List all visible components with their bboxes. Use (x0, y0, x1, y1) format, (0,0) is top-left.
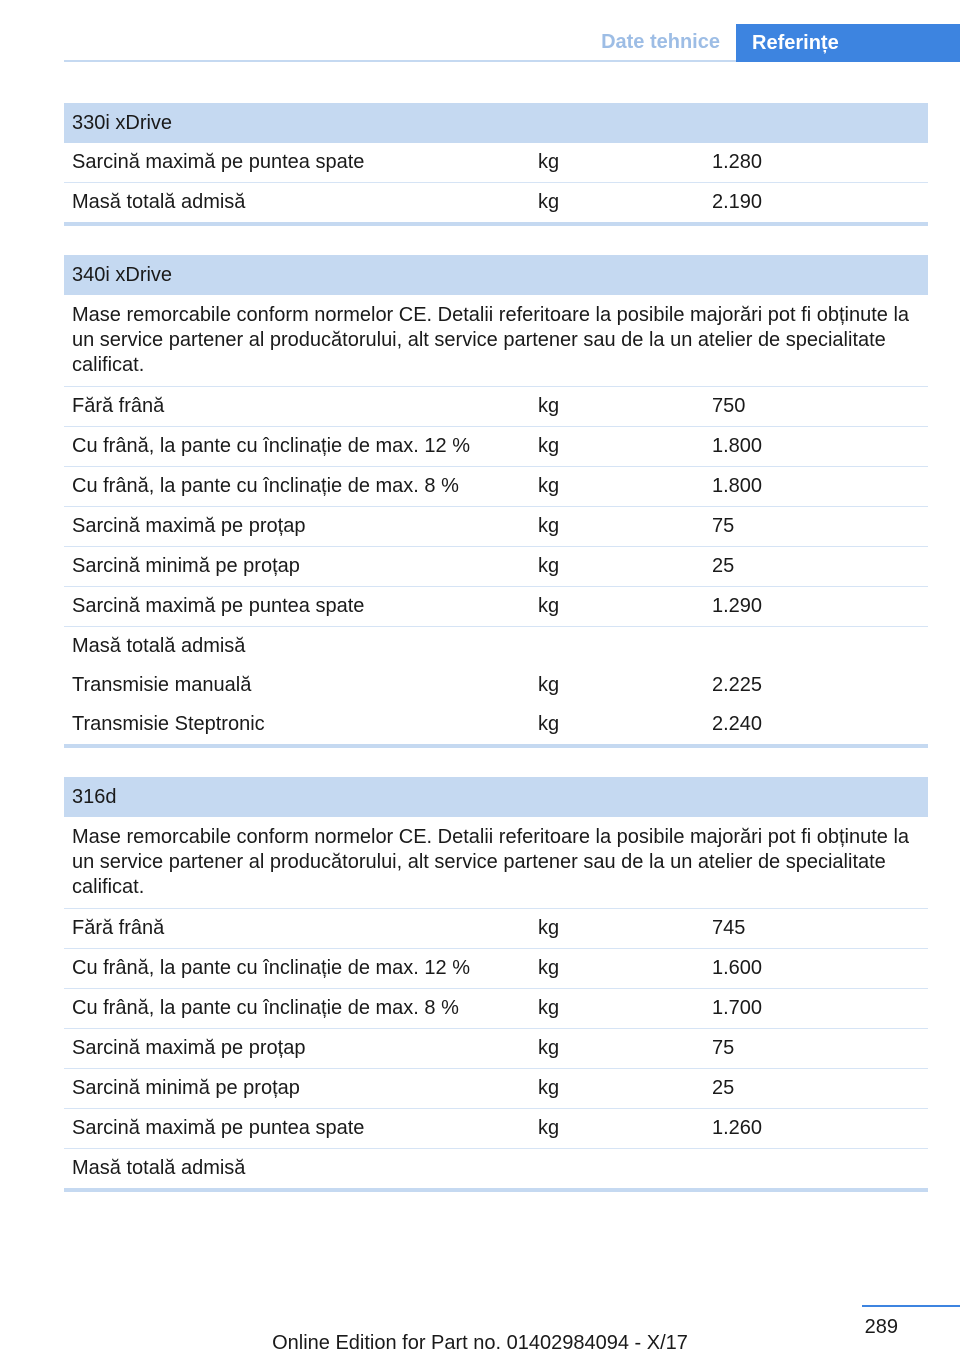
table-row (64, 467, 928, 507)
row-unit: kg (538, 917, 560, 939)
row-unit: kg (538, 395, 560, 417)
table-row (64, 587, 928, 627)
row-unit: kg (538, 674, 560, 696)
row-label: Sarcină minimă pe proțap (72, 555, 300, 577)
table-row (64, 1149, 928, 1188)
table-316d (64, 777, 928, 1192)
row-unit: kg (538, 191, 560, 213)
row-unit: kg (538, 1077, 560, 1099)
table-note: Mase remorcabile conform normelor CE. Detalii referitoare la posibile majorări pot fi obținute la un service partener al producătorului, alt service partener sau de la un atelier de specialitate calificat. (64, 295, 928, 387)
row-unit: kg (538, 475, 560, 497)
table-end-rule (64, 1188, 928, 1192)
row-value: 25 (712, 1077, 735, 1099)
row-label: Sarcină maximă pe puntea spate (72, 151, 365, 173)
row-value: 1.260 (712, 1117, 763, 1139)
table-row (64, 705, 928, 744)
row-label: Sarcină maximă pe puntea spate (72, 595, 365, 617)
row-value: 75 (712, 515, 735, 537)
row-value: 75 (712, 1037, 735, 1059)
table-end-rule (64, 744, 928, 748)
row-value: 2.190 (712, 191, 763, 213)
row-value: 1.280 (712, 151, 763, 173)
row-value: 1.800 (712, 435, 763, 457)
row-label: Cu frână, la pante cu înclinație de max. 12 % (72, 957, 471, 979)
table-row (64, 507, 928, 547)
row-label: Cu frână, la pante cu înclinație de max. 8 % (72, 997, 459, 1019)
row-label: Sarcină maximă pe puntea spate (72, 1117, 365, 1139)
row-label: Fără frână (72, 917, 165, 939)
table-row (64, 949, 928, 989)
row-label: Transmisie manuală (72, 674, 252, 696)
row-unit: kg (538, 555, 560, 577)
table-340i-xdrive (64, 255, 928, 748)
table-row (64, 1109, 928, 1149)
table-330i-xdrive (64, 103, 928, 226)
row-unit: kg (538, 1037, 560, 1059)
row-value: 25 (712, 555, 735, 577)
table-title: 330i xDrive (64, 103, 928, 143)
edition-footer: Online Edition for Part no. 01402984094 - X/17 (272, 1332, 688, 1354)
table-row (64, 1069, 928, 1109)
row-unit: kg (538, 595, 560, 617)
row-unit: kg (538, 1117, 560, 1139)
row-value: 1.700 (712, 997, 763, 1019)
table-row (64, 989, 928, 1029)
table-row (64, 143, 928, 183)
table-end-rule (64, 222, 928, 226)
tab-referinte[interactable]: Referințe (736, 24, 960, 62)
table-row (64, 1029, 928, 1069)
table-title: 340i xDrive (64, 255, 928, 295)
row-unit: kg (538, 151, 560, 173)
row-label: Masă totală admisă (72, 191, 246, 213)
table-title: 316d (64, 777, 928, 817)
row-label: Fără frână (72, 395, 165, 417)
row-value: 1.800 (712, 475, 763, 497)
row-value: 1.290 (712, 595, 763, 617)
page-number: 289 (864, 1316, 898, 1338)
row-value: 2.240 (712, 713, 763, 735)
table-row (64, 909, 928, 949)
table-row (64, 427, 928, 467)
table-row (64, 183, 928, 222)
page-header (64, 0, 960, 62)
table-row (64, 387, 928, 427)
row-label: Sarcină maximă pe proțap (72, 515, 306, 537)
table-row (64, 627, 928, 666)
row-unit: kg (538, 515, 560, 537)
row-value: 745 (712, 917, 746, 939)
row-unit: kg (538, 997, 560, 1019)
row-unit: kg (538, 713, 560, 735)
table-note: Mase remorcabile conform normelor CE. Detalii referitoare la posibile majorări pot fi obținute la un service partener al producătorului, alt service partener sau de la un atelier de specialitate calificat. (64, 817, 928, 909)
row-value: 1.600 (712, 957, 763, 979)
row-label: Transmisie Steptronic (72, 713, 265, 735)
tab-date-tehnice[interactable]: Date tehnice (601, 31, 720, 53)
row-value: 2.225 (712, 674, 763, 696)
row-label: Cu frână, la pante cu înclinație de max. 8 % (72, 475, 459, 497)
table-row (64, 547, 928, 587)
row-label: Sarcină maximă pe proțap (72, 1037, 306, 1059)
row-label: Sarcină minimă pe proțap (72, 1077, 300, 1099)
footer-rule (862, 1305, 960, 1307)
row-label: Masă totală admisă (72, 635, 246, 657)
row-unit: kg (538, 957, 560, 979)
row-label: Masă totală admisă (72, 1157, 246, 1179)
row-value: 750 (712, 395, 746, 417)
row-label: Cu frână, la pante cu înclinație de max. 12 % (72, 435, 471, 457)
table-row (64, 666, 928, 705)
row-unit: kg (538, 435, 560, 457)
